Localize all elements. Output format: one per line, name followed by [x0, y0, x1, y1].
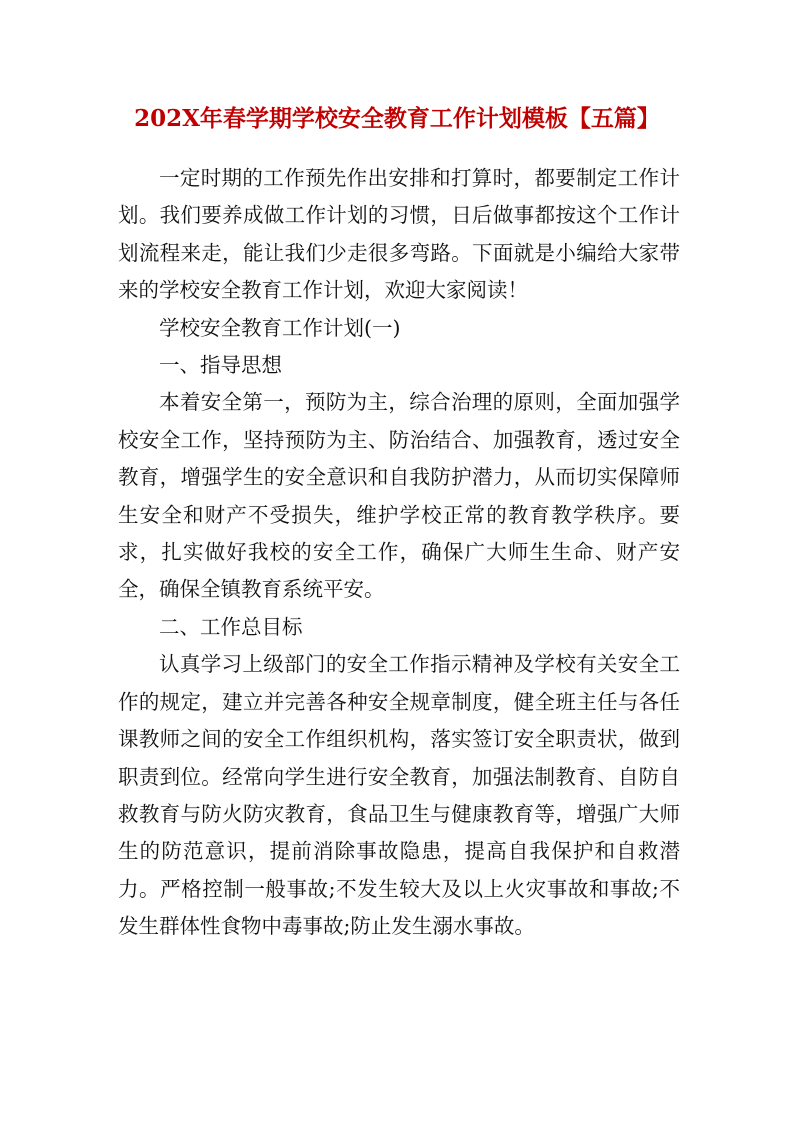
document-body [118, 160, 680, 946]
section-heading-overall-goal: 二、工作总目标 [159, 614, 303, 639]
overall-goal-paragraph: 认真学习上级部门的安全工作指示精神及学校有关安全工作的规定，建立并完善各种安全规章制度，健全班主任与各任课教师之间的安全工作组织机构，落实签订安全职责状，做到职责到位。经常向学生进行安全教育，加强法制教育、自防自救教育与防火防灾教育，食品卫生与健康教育等，增强广大师生的防范意识，提前消除事故隐患，提高自我保护和自救潜力。严格控制一般事故;不发生较大及以上火灾事故和事故;不发生群体性食物中毒事故;防止发生溺水事故。 [118, 652, 680, 939]
plan-heading: 学校安全教育工作计划(一) [159, 315, 401, 340]
intro-paragraph: 一定时期的工作预先作出安排和打算时，都要制定工作计划。我们要养成做工作计划的习惯，日后做事都按这个工作计划流程来走，能让我们少走很多弯路。下面就是小编给大家带来的学校安全教育工作计划，欢迎大家阅读！ [118, 166, 680, 303]
section-heading-guiding-ideology: 一、指导思想 [159, 353, 282, 378]
guiding-ideology-paragraph: 本着安全第一，预防为主，综合治理的原则，全面加强学校安全工作，坚持预防为主、防治结合、加强教育，透过安全教育，增强学生的安全意识和自我防护潜力，从而切实保障师生安全和财产不受损失，维护学校正常的教育教学秩序。要求，扎实做好我校的安全工作，确保广大师生生命、财产安全，确保全镇教育系统平安。 [118, 390, 680, 602]
document-title: 202X年春学期学校安全教育工作计划模板【五篇】 [134, 105, 660, 132]
